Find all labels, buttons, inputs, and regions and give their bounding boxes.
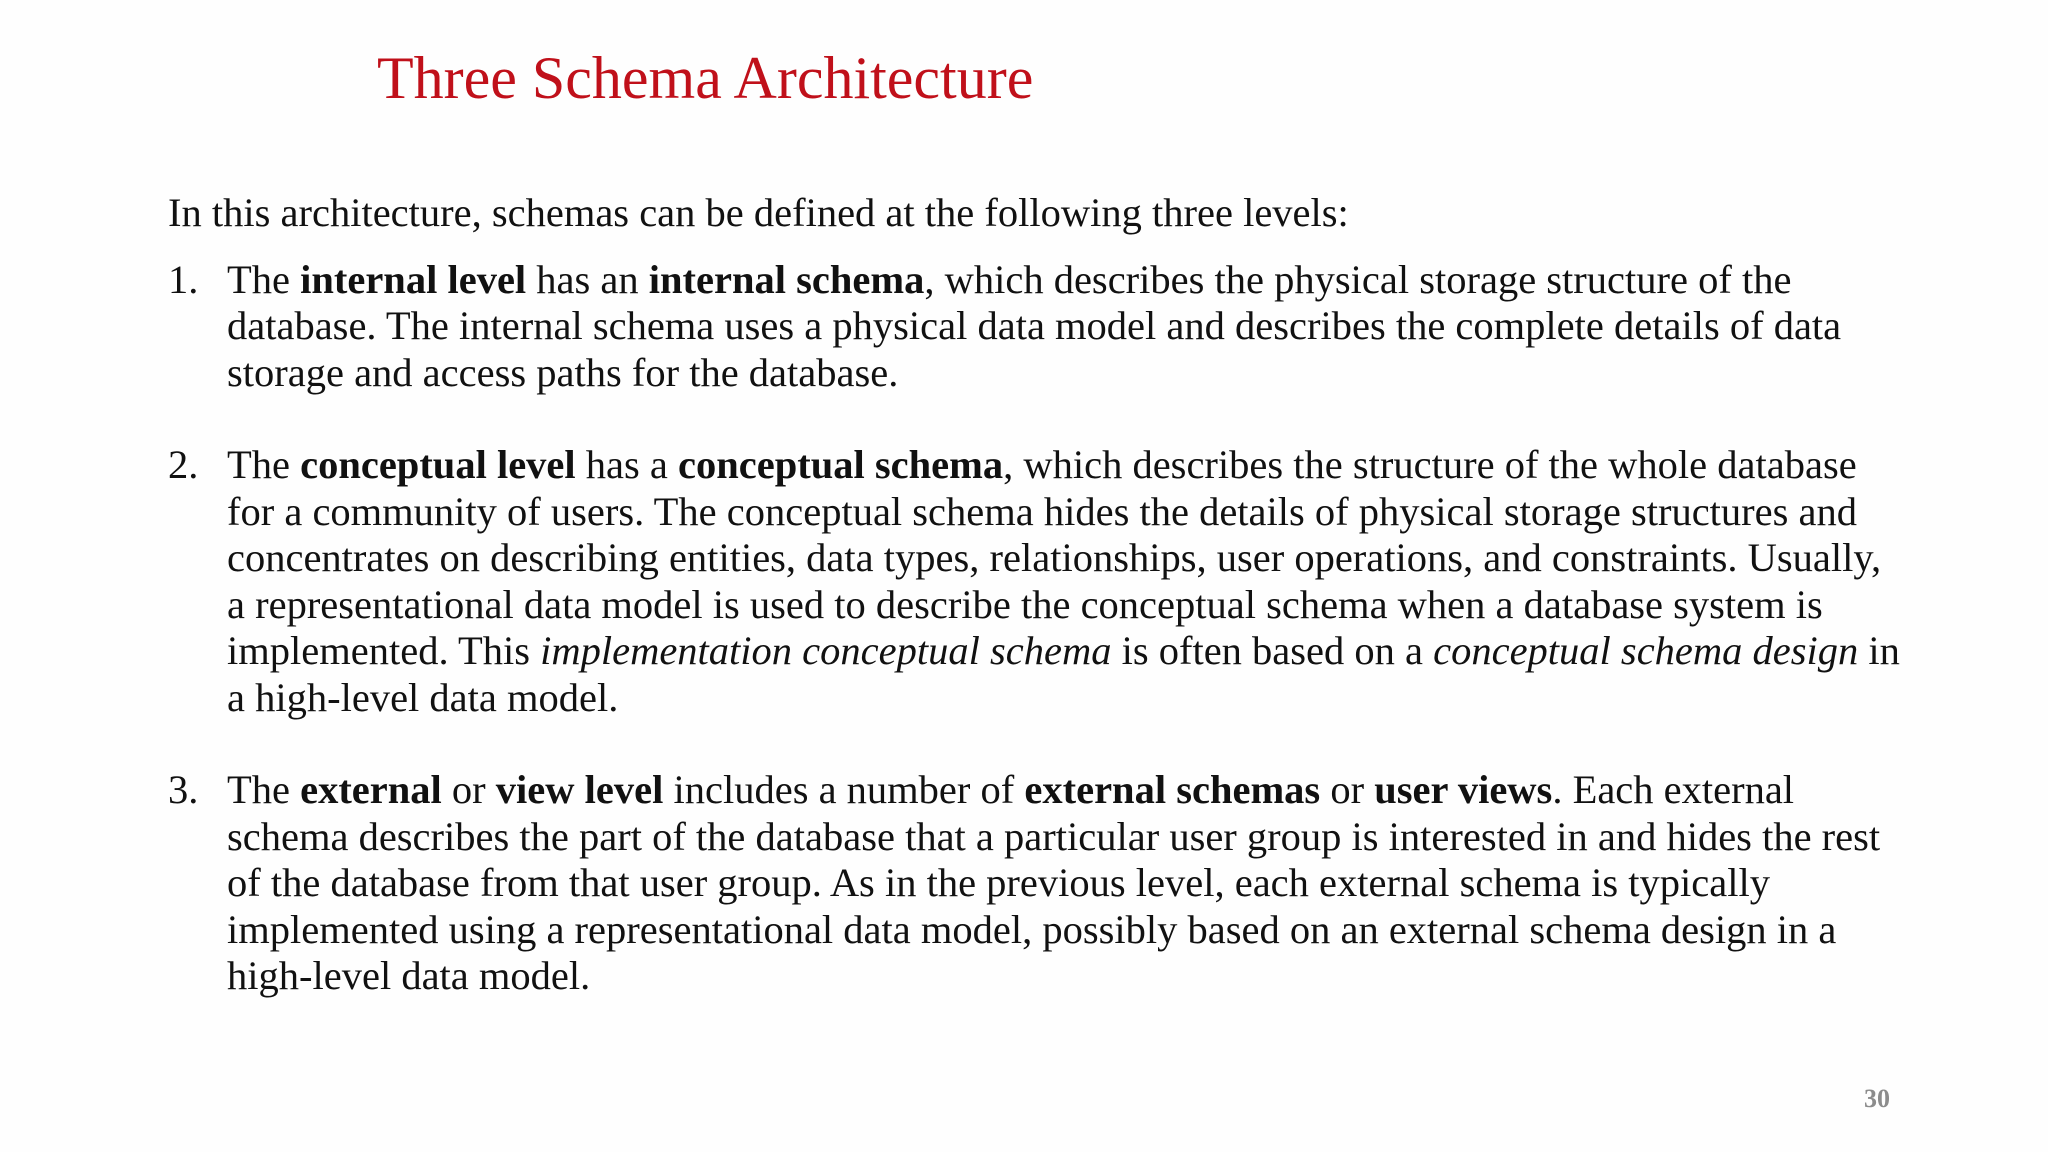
list-item-number: 1. xyxy=(168,256,199,302)
text-segment: has an xyxy=(526,256,649,302)
italic-term: implementation conceptual schema xyxy=(540,628,1112,673)
italic-term: conceptual schema design xyxy=(1433,628,1859,673)
list-item xyxy=(168,767,1908,1000)
levels-list xyxy=(168,257,1908,1000)
text-segment: . Each external schema describes the part of the database that a particular user group is interested in and hides the rest of the database from that user group. As in the previous level, each external schema is typically implemented using a representational data model, possibly based on an external schema design in a high-level data model. xyxy=(227,767,1881,998)
page-number: 30 xyxy=(1864,1084,1890,1113)
text-segment: The xyxy=(227,767,301,812)
text-segment: is often based on a xyxy=(1111,628,1434,673)
bold-term: external schemas xyxy=(1024,767,1321,812)
bold-term: view level xyxy=(495,767,664,812)
list-item-number: 3. xyxy=(168,767,199,812)
text-segment: includes a number of xyxy=(663,767,1025,812)
bold-term: internal schema xyxy=(648,256,925,302)
slide-body xyxy=(168,190,1908,1000)
text-segment: The xyxy=(227,256,301,302)
intro-text: In this architecture, schemas can be defined at the following three levels: xyxy=(168,190,1349,235)
bold-term: conceptual level xyxy=(300,442,576,487)
text-segment: or xyxy=(1320,767,1375,812)
list-item-text xyxy=(227,442,1908,721)
slide-title: Three Schema Architecture xyxy=(377,45,1034,111)
text-segment: The xyxy=(227,442,301,487)
list-item-number: 2. xyxy=(168,442,199,487)
bold-term: external xyxy=(300,767,442,812)
list-item-text xyxy=(227,767,1908,1000)
text-segment: in a high-level data model. xyxy=(227,628,1900,720)
bold-term: user views xyxy=(1374,767,1553,812)
text-segment: , which describes the physical storage structure of the database. The internal schema uses a physical data model and describes the complete details of data storage and access paths for the database. xyxy=(227,256,1842,395)
text-segment: or xyxy=(441,767,496,812)
bold-term: conceptual schema xyxy=(678,442,1004,487)
text-segment: has a xyxy=(575,442,679,487)
list-item-text xyxy=(227,257,1908,397)
bold-term: internal level xyxy=(300,256,527,302)
list-item xyxy=(168,442,1908,721)
text-segment: , which describes the structure of the whole database for a community of users. The conceptual schema hides the details of physical storage structures and concentrates on describing entities, data types, relationships, user operations, and constraints. Usually, a representational data model is used to describe the conceptual schema when a database system is implemented. This xyxy=(227,442,1882,673)
list-item xyxy=(168,257,1908,397)
